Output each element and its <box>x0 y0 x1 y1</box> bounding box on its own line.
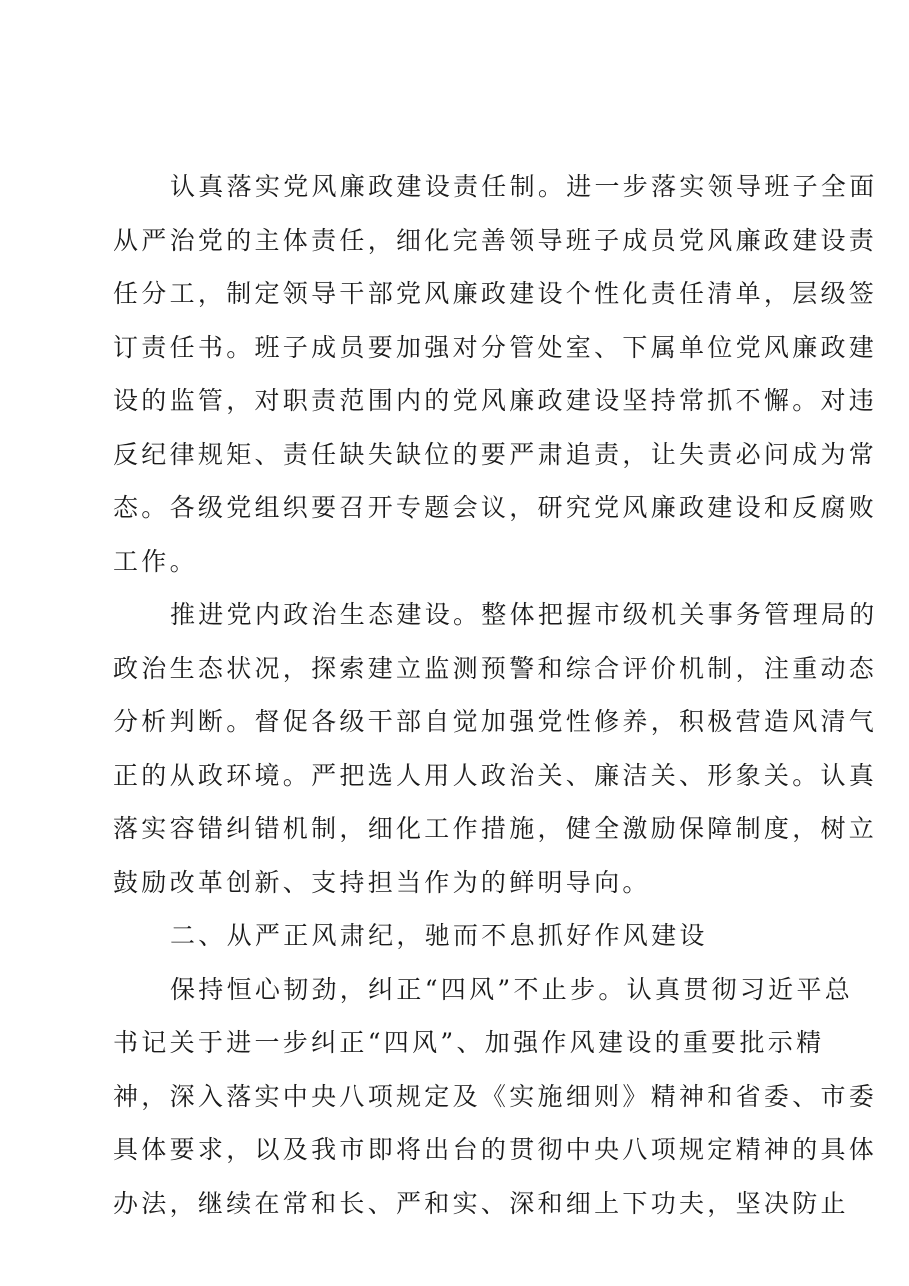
section-heading <box>113 909 796 963</box>
document-body <box>113 160 878 1230</box>
text-line: 神，深入落实中央八项规定及《实施细则》精神和省委、市委 <box>113 1081 878 1111</box>
paragraph-political-ecology <box>113 588 878 909</box>
text-line: 反纪律规矩、责任缺失缺位的要严肃追责，让失责必问成为常 <box>113 439 878 469</box>
text-line: 书记关于进一步纠正“四风”、加强作风建设的重要批示精 <box>113 1028 825 1057</box>
text-line: 认真落实党风廉政建设责任制。进一步落实领导班子全面 <box>170 172 878 201</box>
text-line: 政治生态状况，探索建立监测预警和综合评价机制，注重动态 <box>113 653 878 683</box>
text-line: 落实容错纠错机制，细化工作措施，健全激励保障制度，树立 <box>113 814 878 843</box>
text-line: 态。各级党组织要召开专题会议，研究党风廉政建设和反腐败 <box>113 493 878 522</box>
text-line: 设的监管，对职责范围内的党风廉政建设坚持常抓不懈。对违 <box>113 386 878 415</box>
text-line: 工作。 <box>113 546 198 576</box>
text-line: 从严治党的主体责任，细化完善领导班子成员党风廉政建设责 <box>113 225 878 255</box>
text-line: 任分工，制定领导干部党风廉政建设个性化责任清单，层级签 <box>113 279 878 308</box>
paragraph-responsibility-system <box>113 160 878 588</box>
text-line: 正的从政环境。严把选人用人政治关、廉洁关、形象关。认真 <box>113 760 878 790</box>
text-line: 订责任书。班子成员要加强对分管处室、下属单位党风廉政建 <box>113 332 878 362</box>
text-line: 推进党内政治生态建设。整体把握市级机关事务管理局的 <box>170 600 878 629</box>
text-line: 具体要求，以及我市即将出台的贯彻中央八项规定精神的具体 <box>113 1135 878 1164</box>
text-line: 分析判断。督促各级干部自觉加强党性修养，积极营造风清气 <box>113 707 878 736</box>
text-line: 保持恒心韧劲，纠正“四风”不止步。认真贯彻习近平总 <box>170 974 854 1004</box>
text-line: 鼓励改革创新、支持担当作为的鲜明导向。 <box>113 867 651 897</box>
paragraph-four-winds <box>113 963 878 1231</box>
text-line: 办法，继续在常和长、严和实、深和细上下功夫，坚决防止 <box>113 1188 849 1218</box>
heading-line: 二、从严正风肃纪，驰而不息抓好作风建设 <box>170 921 708 950</box>
